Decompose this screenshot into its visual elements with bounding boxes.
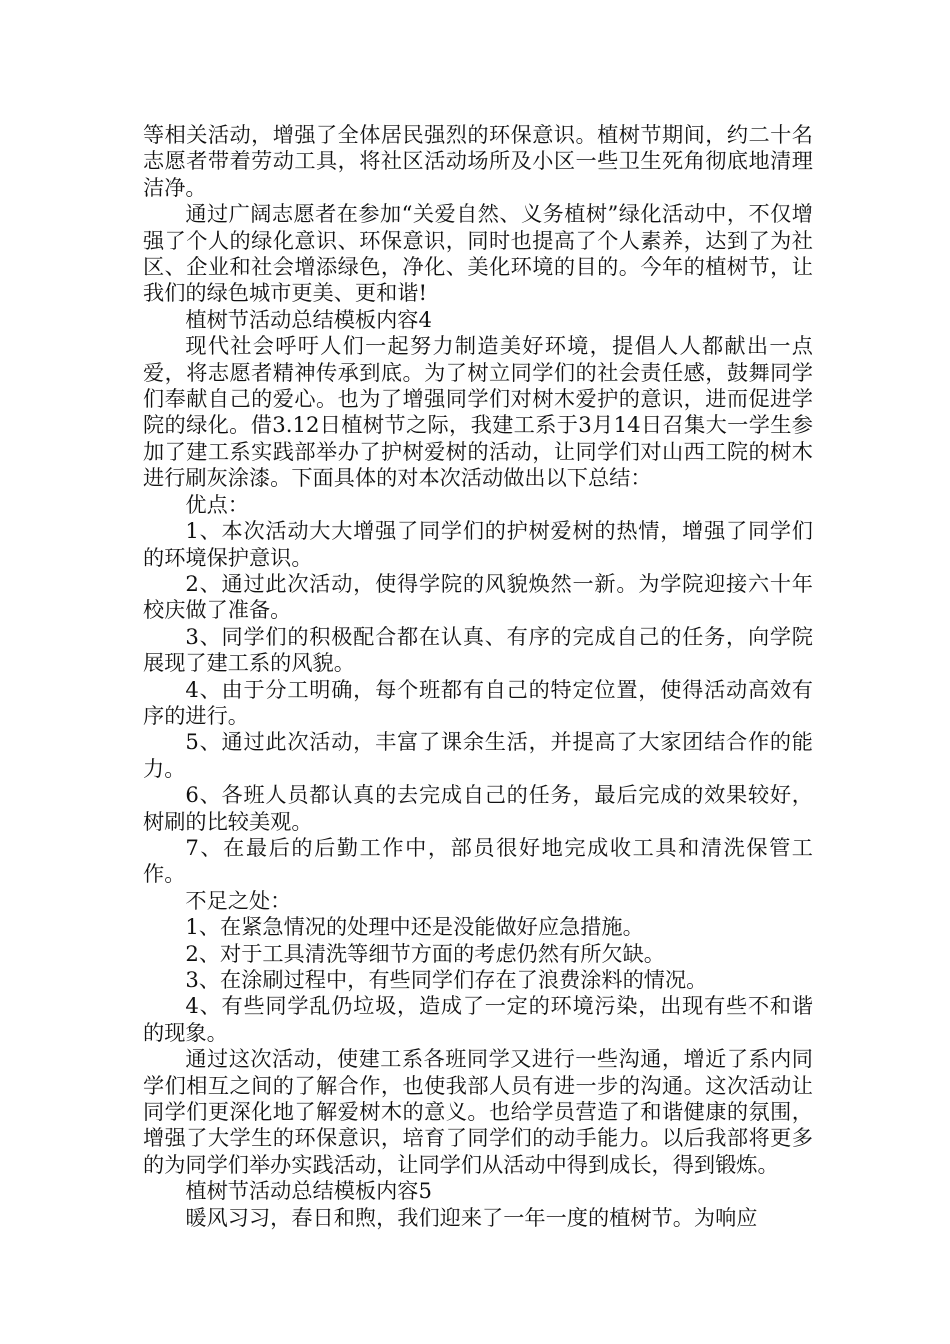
paragraph: 通过广阔志愿者在参加“关爱自然、义务植树”绿化活动中，不仅增强了个人的绿化意识、环保意识，同时也提高了个人素养，达到了为社区、企业和社会增添绿色，净化、美化环境的目的。今年的植树节，让我们的绿色城市更美、更和谐! (143, 201, 813, 306)
list-item: 4、有些同学乱仍垃圾，造成了一定的环境污染，出现有些不和谐的现象。 (143, 993, 813, 1045)
paragraph: 现代社会呼吁人们一起努力制造美好环境，提倡人人都献出一点爱，将志愿者精神传承到底。为了树立同学们的社会责任感，鼓舞同学们奉献自己的爱心。也为了增强同学们对树木爱护的意识，进而促进学院的绿化。借3.12日植树节之际，我建工系于3月14日召集大一学生参加了建工系实践部举办了护树爱树的活动，让同学们对山西工院的树木进行刷灰涂漆。下面具体的对本次活动做出以下总结： (143, 333, 813, 491)
document-body (143, 122, 813, 1231)
subheading-shortcomings: 不足之处： (185, 887, 292, 913)
list-item: 1、本次活动大大增强了同学们的护树爱树的热情，增强了同学们的环境保护意识。 (143, 518, 813, 570)
section-heading: 植树节活动总结模板内容4 (185, 306, 432, 332)
list-item: 3、在涂刷过程中，有些同学们存在了浪费涂料的情况。 (185, 967, 708, 992)
list-item: 7、在最后的后勤工作中，部员很好地完成收工具和清洗保管工作。 (143, 834, 813, 887)
subheading-advantages: 优点： (185, 491, 249, 517)
paragraph: 暖风习习，春日和煦，我们迎来了一年一度的植树节。为响应 (185, 1204, 758, 1230)
section-heading: 植树节活动总结模板内容5 (185, 1178, 432, 1204)
paragraph-continuation: 等相关活动，增强了全体居民强烈的环保意识。植树节期间，约二十名志愿者带着劳动工具，将社区活动场所及小区一些卫生死角彻底地清理洁净。 (143, 122, 813, 200)
list-item: 2、对于工具清洗等细节方面的考虑仍然有所欠缺。 (185, 940, 665, 966)
paragraph: 通过这次活动，使建工系各班同学又进行一些沟通，增近了系内同学们相互之间的了解合作，也使我部人员有进一步的沟通。这次活动让同学们更深化地了解爱树木的意义。也给学员营造了和谐健康的氛围，增强了大学生的环保意识，培育了同学们的动手能力。以后我部将更多的为同学们举办实践活动，让同学们从活动中得到成长，得到锻炼。 (143, 1046, 813, 1177)
list-item: 5、通过此次活动，丰富了课余生活，并提高了大家团结合作的能力。 (143, 729, 813, 781)
list-item: 1、在紧急情况的处理中还是没能做好应急措施。 (185, 914, 644, 940)
list-item: 6、各班人员都认真的去完成自己的任务，最后完成的效果较好，树刷的比较美观。 (143, 782, 813, 834)
list-item: 3、同学们的积极配合都在认真、有序的完成自己的任务，向学院展现了建工系的风貌。 (143, 623, 813, 676)
list-item: 2、通过此次活动，使得学院的风貌焕然一新。为学院迎接六十年校庆做了准备。 (143, 570, 813, 623)
list-item: 4、由于分工明确，每个班都有自己的特定位置，使得活动高效有序的进行。 (143, 676, 813, 728)
